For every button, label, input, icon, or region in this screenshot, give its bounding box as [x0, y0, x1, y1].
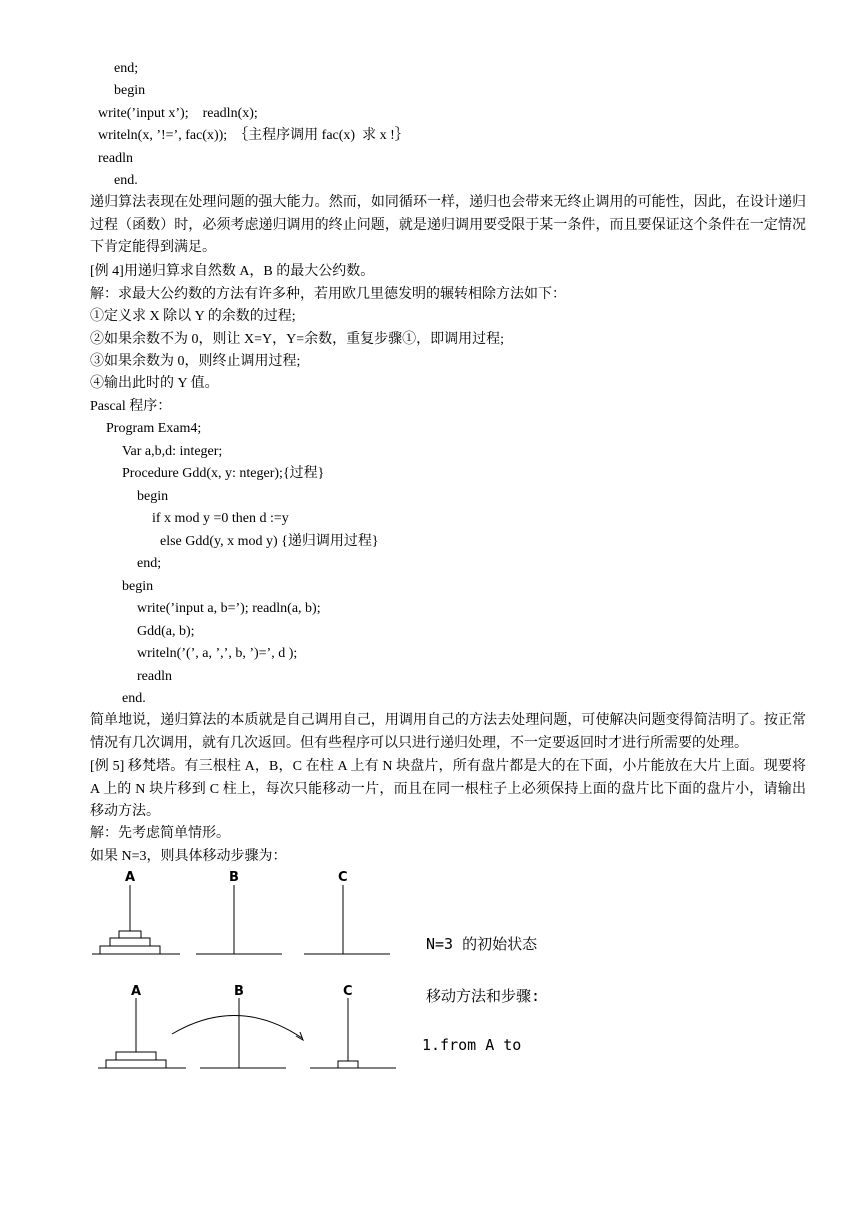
disk-large-a-1 [100, 946, 160, 954]
code1-line-begin: begin [114, 83, 146, 98]
initial-state-label: N=3 的初始状态 [426, 935, 538, 953]
method-title: 移动方法和步骤: [426, 987, 541, 1005]
example5-text: [例 5] 移梵塔。有三根柱 A，B，C 在柱 A 上有 N 块盘片，所有盘片都是大的在下面，小片能放在大片上面。现要将 A 上的 N 块片移到 C 柱上，每次只能移动一片，而且在同一根柱子上必须保持上面的盘片比下面的盘片小，请输出移动方法。 [90, 759, 806, 819]
example5-case: 如果 N=3，则具体移动步骤为： [90, 849, 287, 864]
example4-title: [例 4]用递归算求自然数 A，B 的最大公约数。 [90, 264, 375, 279]
paragraph-text: 简单地说，递归算法的本质就是自己调用自己，用调用自己的方法去处理问题，可使解决问题变得简洁明了。按正常情况有几次调用，就有几次返回。但有些程序可以只进行递归处理，不一定要返回时才进行所需要的处理。 [90, 713, 806, 751]
disk-small-c-2 [338, 1061, 358, 1068]
disk-medium-a-2 [116, 1052, 156, 1060]
code2-line: Procedure Gdd(x, y: nteger);{过程} [122, 466, 325, 481]
code1-line-write: write(’input x’); readln(x); [98, 106, 258, 121]
move-step-1: 1.from A to [422, 1036, 522, 1054]
move-arrowhead [296, 1032, 303, 1040]
code2-line: begin [137, 489, 169, 504]
peg-label-b-row2: B [234, 984, 244, 999]
move-arrow [172, 1015, 302, 1038]
paragraph-recursion-termination [90, 192, 806, 260]
example4-step-4: ④输出此时的 Y 值。 [90, 376, 219, 391]
peg-label-c-row2: C [343, 984, 353, 999]
code1-line-readln: readln [98, 151, 133, 166]
code2-line: writeln(’(’, a, ’,’, b, ’)=’, d ); [137, 646, 298, 661]
example5-description [90, 756, 806, 824]
example4-step-1: ①定义求 X 除以 Y 的余数的过程; [90, 309, 296, 324]
code2-line: end. [122, 691, 146, 706]
code1-line-writeln: writeln(x, ’!=’, fac(x)); ｛主程序调用 fac(x) 求 x !｝ [98, 128, 409, 143]
paragraph-text: 递归算法表现在处理问题的强大能力。然而，如同循环一样，递归也会带来无终止调用的可能性，因此，在设计递归过程（函数）时，必须考虑递归调用的终止问题，就是递归调用要受限于某一条件，而且要保证这个条件在一定情况下肯定能得到满足。 [90, 195, 806, 255]
example4-step-3: ③如果余数为 0，则终止调用过程; [90, 354, 301, 369]
code2-line: begin [122, 579, 154, 594]
code1-line-end: end; [114, 61, 139, 76]
code2-line: if x mod y =0 then d :=y [152, 511, 289, 526]
code2-line: Program Exam4; [106, 421, 202, 436]
peg-label-c: C [338, 870, 348, 885]
paragraph-recursion-essence [90, 710, 806, 755]
peg-label-a-row2: A [131, 984, 142, 999]
peg-label-b: B [229, 870, 239, 885]
disk-large-a-2 [106, 1060, 166, 1068]
code2-line: else Gdd(y, x mod y) {递归调用过程} [160, 534, 379, 549]
code2-line: end; [137, 556, 162, 571]
disk-medium-a-1 [110, 938, 150, 946]
code2-line: Var a,b,d: integer; [122, 444, 223, 459]
peg-label-a: A [125, 870, 136, 885]
pascal-label: Pascal 程序： [90, 399, 172, 414]
code1-line-end2: end. [114, 173, 138, 188]
code2-line: write(’input a, b=’); readln(a, b); [137, 601, 321, 616]
code2-line: readln [137, 669, 172, 684]
example4-step-2: ②如果余数不为 0，则让 X=Y，Y=余数，重复步骤①，即调用过程; [90, 332, 505, 347]
example5-solution: 解：先考虑简单情形。 [90, 826, 230, 841]
example4-solution: 解：求最大公约数的方法有许多种，若用欧几里德发明的辗转相除方法如下： [90, 287, 566, 302]
disk-small-a-1 [119, 931, 141, 938]
code2-line: Gdd(a, b); [137, 624, 195, 639]
